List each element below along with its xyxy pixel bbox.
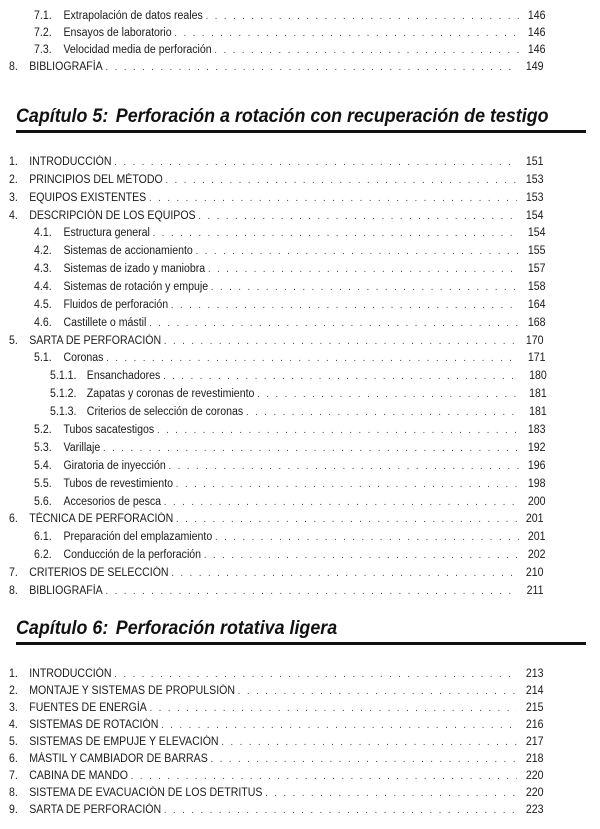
entry-number: 5.1. (34, 352, 52, 364)
entry-number: 1. (9, 156, 18, 168)
entry-number: 7.2. (34, 27, 52, 39)
dot-leader (131, 770, 517, 783)
entry-number: 8. (9, 61, 18, 73)
entry-number: 4.2. (34, 245, 52, 257)
entry-number: 9. (9, 804, 18, 816)
dot-leader (208, 263, 519, 276)
dot-leader (221, 736, 517, 749)
entry-page: 192 (527, 442, 546, 454)
entry-page: 153 (525, 192, 544, 204)
toc-entry (34, 260, 546, 276)
entry-number: 4.4. (34, 281, 52, 293)
toc-entry (34, 349, 546, 365)
dot-leader (169, 460, 519, 473)
entry-page: 157 (527, 263, 546, 275)
dot-leader (164, 804, 517, 817)
entry-title: BIBLIOGRAFÍA (29, 585, 103, 597)
entry-page: 158 (527, 281, 546, 293)
entry-number: 5.1.3. (50, 406, 77, 418)
dot-leader (165, 174, 516, 187)
entry-page: 198 (527, 478, 546, 490)
entry-number: 5.3. (34, 442, 52, 454)
toc-entry (34, 546, 546, 562)
toc-entry (9, 733, 544, 749)
entry-title: Extrapolación de datos reales (63, 10, 203, 22)
toc-entry (34, 475, 546, 491)
entry-number: 6.1. (34, 531, 52, 543)
toc-entry (50, 385, 547, 401)
toc-entry (34, 457, 546, 473)
dot-leader (171, 567, 517, 580)
entry-number: 7. (9, 770, 18, 782)
dot-leader (176, 513, 517, 526)
entry-number: 7. (9, 567, 18, 579)
toc-entry (9, 58, 544, 74)
dot-leader (211, 281, 519, 294)
toc-entry (9, 582, 544, 598)
entry-page: 146 (527, 27, 546, 39)
entry-page: 200 (527, 496, 546, 508)
dot-leader (211, 753, 517, 766)
dot-leader (164, 496, 519, 509)
dot-leader (161, 719, 517, 732)
entry-title: Tubos de revestimiento (63, 478, 174, 490)
dot-leader (204, 549, 519, 562)
dot-leader (149, 317, 519, 330)
toc-entry (50, 403, 547, 419)
toc-entry (9, 784, 544, 800)
toc-entry (9, 332, 544, 348)
toc-entry (9, 189, 544, 205)
chapter-6-heading-text (16, 618, 337, 640)
dot-leader (215, 531, 519, 544)
toc-entry (34, 314, 546, 330)
toc-entry (9, 171, 544, 187)
entry-page: 217 (525, 736, 544, 748)
entry-number: 5.5. (34, 478, 52, 490)
toc-entry (9, 665, 544, 681)
toc-entry (9, 564, 544, 580)
entry-page: 149 (525, 61, 544, 73)
entry-title: SARTA DE PERFORACIÓN (29, 804, 162, 816)
entry-page: 201 (527, 531, 546, 543)
entry-page: 146 (527, 10, 546, 22)
dot-leader (164, 335, 517, 348)
entry-number: 6. (9, 513, 18, 525)
entry-page: 181 (529, 406, 547, 418)
entry-title: SISTEMAS DE ROTACIÓN (29, 719, 159, 731)
dot-leader (114, 156, 517, 169)
dot-leader (171, 299, 519, 312)
entry-title: Preparación del emplazamiento (63, 531, 213, 543)
dot-leader (238, 685, 517, 698)
toc-entry (34, 41, 546, 57)
toc-entry (9, 510, 544, 526)
toc-entry (9, 682, 544, 698)
entry-number: 3. (9, 702, 18, 714)
dot-leader (265, 787, 517, 800)
entry-page: 181 (529, 388, 547, 400)
chapter-6-heading (16, 618, 586, 645)
entry-page: 155 (527, 245, 546, 257)
dot-leader (163, 370, 520, 383)
entry-page: 171 (527, 352, 546, 364)
dot-leader (246, 406, 520, 419)
toc-entry (34, 24, 546, 40)
entry-title: Sistemas de rotación y empuje (63, 281, 209, 293)
entry-number: 4.6. (34, 317, 52, 329)
entry-page: 211 (526, 585, 544, 597)
entry-number: 5. (9, 736, 18, 748)
entry-page: 220 (525, 770, 544, 782)
entry-number: 6. (9, 753, 18, 765)
entry-title: CABINA DE MANDO (29, 770, 129, 782)
entry-number: 5.1.2. (50, 388, 77, 400)
dot-leader (198, 210, 516, 223)
entry-title: Zapatas y coronas de revestimiento (86, 388, 255, 400)
entry-number: 4.1. (34, 227, 52, 239)
entry-title: Sistemas de accionamiento (63, 245, 193, 257)
dot-leader (103, 442, 519, 455)
entry-title: INTRODUCCIÓN (29, 668, 112, 680)
dot-leader (150, 702, 517, 715)
chapter-label: Capítulo 5: (16, 106, 109, 127)
entry-title: Sistemas de izado y maniobra (63, 263, 206, 275)
toc-entry (9, 716, 544, 732)
chapter-title: Perforación a rotación con recuperación de testigo (115, 106, 549, 127)
entry-number: 7.1. (34, 10, 52, 22)
dot-leader (114, 668, 517, 681)
toc-entry (9, 699, 544, 715)
entry-page: 151 (525, 156, 544, 168)
entry-title: Estructura general (63, 227, 150, 239)
entry-page: 202 (527, 549, 546, 561)
entry-page: 213 (525, 668, 544, 680)
toc-entry (34, 7, 546, 23)
toc-entry (9, 153, 544, 169)
entry-page: 210 (525, 567, 544, 579)
entry-page: 154 (525, 210, 544, 222)
toc-entry (34, 421, 546, 437)
entry-page: 183 (527, 424, 546, 436)
entry-page: 216 (525, 719, 544, 731)
entry-number: 8. (9, 585, 18, 597)
entry-title: TÉCNICA DE PERFORACIÓN (29, 513, 174, 525)
entry-number: 1. (9, 668, 18, 680)
entry-number: 2. (9, 174, 18, 186)
dot-leader (257, 388, 520, 401)
entry-number: 3. (9, 192, 18, 204)
toc-entry (34, 439, 546, 455)
entry-title: MONTAJE Y SISTEMAS DE PROPULSIÓN (29, 685, 236, 697)
entry-page: 180 (529, 370, 547, 382)
entry-title: DESCRIPCIÓN DE LOS EQUIPOS (29, 210, 196, 222)
entry-page: 215 (525, 702, 544, 714)
entry-page: 214 (525, 685, 544, 697)
entry-page: 146 (527, 44, 546, 56)
entry-number: 5. (9, 335, 18, 347)
entry-title: Fluidos de perforación (63, 299, 169, 311)
toc-entry (34, 224, 546, 240)
entry-title: Criterios de selección de coronas (86, 406, 244, 418)
toc-entry (9, 750, 544, 766)
entry-page: 168 (527, 317, 546, 329)
dot-leader (153, 227, 519, 240)
toc-entry (9, 767, 544, 783)
dot-leader (176, 478, 519, 491)
chapter-title: Perforación rotativa ligera (115, 618, 338, 639)
entry-title: SISTEMAS DE EMPUJE Y ELEVACIÓN (29, 736, 219, 748)
entry-page: 201 (525, 513, 544, 525)
entry-page: 223 (525, 804, 544, 816)
toc-entry (34, 493, 546, 509)
entry-number: 4. (9, 719, 18, 731)
entry-title: Accesorios de pesca (63, 496, 162, 508)
entry-title: Castillete o mástil (63, 317, 147, 329)
entry-number: 5.6. (34, 496, 52, 508)
entry-number: 4.3. (34, 263, 52, 275)
entry-title: EQUIPOS EXISTENTES (29, 192, 147, 204)
entry-title: Ensayos de laboratorio (63, 27, 172, 39)
entry-title: Conducción de la perforación (63, 549, 202, 561)
entry-title: PRINCIPIOS DEL MÉTODO (29, 174, 163, 186)
entry-title: FUENTES DE ENERGÍA (29, 702, 147, 714)
entry-page: 164 (527, 299, 546, 311)
entry-page: 196 (527, 460, 546, 472)
dot-leader (106, 352, 519, 365)
entry-number: 7.3. (34, 44, 52, 56)
entry-number: 4. (9, 210, 18, 222)
chapter-label: Capítulo 6: (16, 618, 109, 639)
entry-page: 170 (525, 335, 544, 347)
entry-title: BIBLIOGRAFÍA (29, 61, 103, 73)
entry-page: 153 (525, 174, 544, 186)
entry-title: Velocidad media de perforación (63, 44, 212, 56)
entry-title: Coronas (63, 352, 104, 364)
entry-title: Ensanchadores (86, 370, 161, 382)
toc-entry (34, 278, 546, 294)
entry-title: Tubos sacatestigos (63, 424, 155, 436)
entry-title: INTRODUCCIÓN (29, 156, 112, 168)
toc-entry (9, 801, 544, 817)
dot-leader (157, 424, 519, 437)
entry-number: 5.1.1. (50, 370, 77, 382)
entry-number: 5.4. (34, 460, 52, 472)
entry-page: 154 (527, 227, 546, 239)
chapter-5-heading (16, 106, 586, 133)
dot-leader (105, 61, 516, 74)
entry-title: SISTEMA DE EVACUACIÓN DE LOS DETRITUS (29, 787, 263, 799)
entry-title: SARTA DE PERFORACIÓN (29, 335, 162, 347)
dot-leader (214, 44, 518, 57)
dot-leader (105, 585, 516, 598)
entry-title: Varillaje (63, 442, 101, 454)
dot-leader (174, 27, 518, 40)
toc-entry (50, 367, 547, 383)
entry-number: 4.5. (34, 299, 52, 311)
entry-page: 218 (525, 753, 544, 765)
toc-entry (34, 296, 546, 312)
entry-number: 5.2. (34, 424, 52, 436)
dot-leader (196, 245, 519, 258)
toc-entry (34, 242, 546, 258)
toc-entry (9, 207, 544, 223)
entry-page: 220 (525, 787, 544, 799)
dot-leader (149, 192, 517, 205)
chapter-5-heading-text (16, 106, 549, 128)
entry-number: 2. (9, 685, 18, 697)
entry-title: CRITERIOS DE SELECCIÓN (29, 567, 169, 579)
entry-number: 6.2. (34, 549, 52, 561)
entry-title: MÁSTIL Y CAMBIADOR DE BARRAS (29, 753, 208, 765)
entry-title: Giratoria de inyección (63, 460, 166, 472)
dot-leader (206, 10, 519, 23)
toc-entry (34, 528, 546, 544)
entry-number: 8. (9, 787, 18, 799)
